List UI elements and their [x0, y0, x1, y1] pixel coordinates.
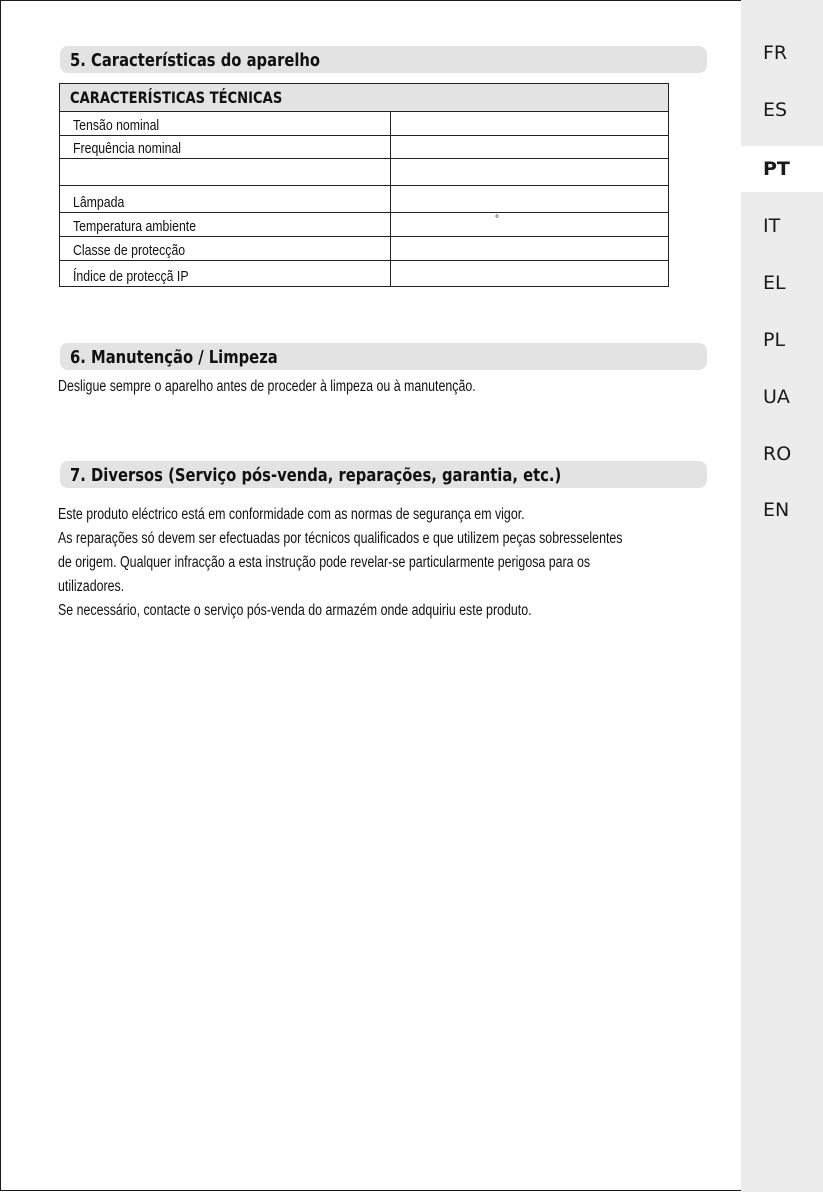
section-6-title: 6. Manutenção / Limpeza	[70, 347, 278, 368]
table-row	[60, 136, 668, 159]
spec-label-cell	[60, 237, 391, 260]
section-7-title: 7. Diversos (Serviço pós-venda, reparações, garantia, etc.)	[70, 465, 562, 486]
table-row	[60, 213, 668, 237]
spec-label-cell	[60, 112, 391, 135]
spec-table-header	[60, 84, 668, 112]
lang-tab-label: ES	[763, 99, 788, 121]
section-7-line: de origem. Qualquer infracção a esta instrução pode revelar-se particularmente perigosa para os	[58, 554, 591, 571]
table-row	[60, 261, 668, 286]
table-row	[60, 186, 668, 213]
lang-tab-el[interactable]	[741, 260, 823, 306]
lang-tab-it[interactable]	[741, 203, 823, 249]
spec-value-cell	[391, 112, 668, 135]
lang-tab-label: IT	[763, 215, 781, 237]
spec-label-cell	[60, 159, 391, 185]
spec-value-cell	[391, 159, 668, 185]
spec-value-cell	[391, 186, 668, 212]
table-row	[60, 112, 668, 136]
spec-value-cell	[391, 213, 668, 236]
spec-value-cell	[391, 261, 668, 286]
spec-table-header-label: CARACTERÍSTICAS TÉCNICAS	[70, 88, 283, 107]
lang-tab-es[interactable]	[741, 87, 823, 133]
spec-table	[59, 83, 669, 287]
lang-tab-label: UA	[763, 386, 790, 408]
section-7-line: As reparações só devem ser efectuadas por técnicos qualificados e que utilizem peças sobresselentes	[58, 530, 623, 547]
spec-label: Índice de protecçã IP	[73, 268, 189, 285]
section-7-heading	[60, 461, 707, 488]
section-7-line: Este produto eléctrico está em conformidade com as normas de segurança em vigor.	[58, 506, 525, 523]
table-row	[60, 237, 668, 261]
spec-label: Tensão nominal	[73, 117, 160, 134]
lang-tab-fr[interactable]	[741, 30, 823, 76]
section-7-line: utilizadores.	[58, 578, 125, 595]
spec-label: Temperatura ambiente	[73, 218, 197, 235]
spec-label: Lâmpada	[73, 194, 125, 211]
spec-label-cell	[60, 213, 391, 236]
section-5-heading	[60, 46, 707, 73]
spec-value: °	[495, 214, 499, 225]
lang-tab-label: EN	[763, 499, 790, 521]
section-7-line: Se necessário, contacte o serviço pós-venda do armazém onde adquiriu este produto.	[58, 602, 532, 619]
spec-label: Classe de protecção	[73, 242, 186, 259]
spec-label-cell	[60, 186, 391, 212]
section-6-heading	[60, 343, 707, 370]
lang-tab-label: PT	[763, 158, 790, 180]
spec-label-cell	[60, 136, 391, 158]
language-sidebar	[741, 0, 823, 1192]
lang-tab-pt[interactable]	[741, 146, 823, 192]
lang-tab-label: FR	[763, 42, 788, 64]
section-5-title: 5. Características do aparelho	[70, 50, 321, 71]
section-6-text: Desligue sempre o aparelho antes de proceder à limpeza ou à manutenção.	[58, 378, 476, 395]
spec-label-cell	[60, 261, 391, 286]
table-row	[60, 159, 668, 186]
lang-tab-label: EL	[763, 272, 786, 294]
spec-value-cell	[391, 136, 668, 158]
lang-tab-label: PL	[763, 329, 786, 351]
lang-tab-en[interactable]	[741, 487, 823, 533]
lang-tab-label: RO	[763, 443, 792, 465]
lang-tab-ua[interactable]	[741, 374, 823, 420]
spec-label: Frequência nominal	[73, 140, 182, 157]
spec-value-cell	[391, 237, 668, 260]
lang-tab-pl[interactable]	[741, 317, 823, 363]
lang-tab-ro[interactable]	[741, 431, 823, 477]
